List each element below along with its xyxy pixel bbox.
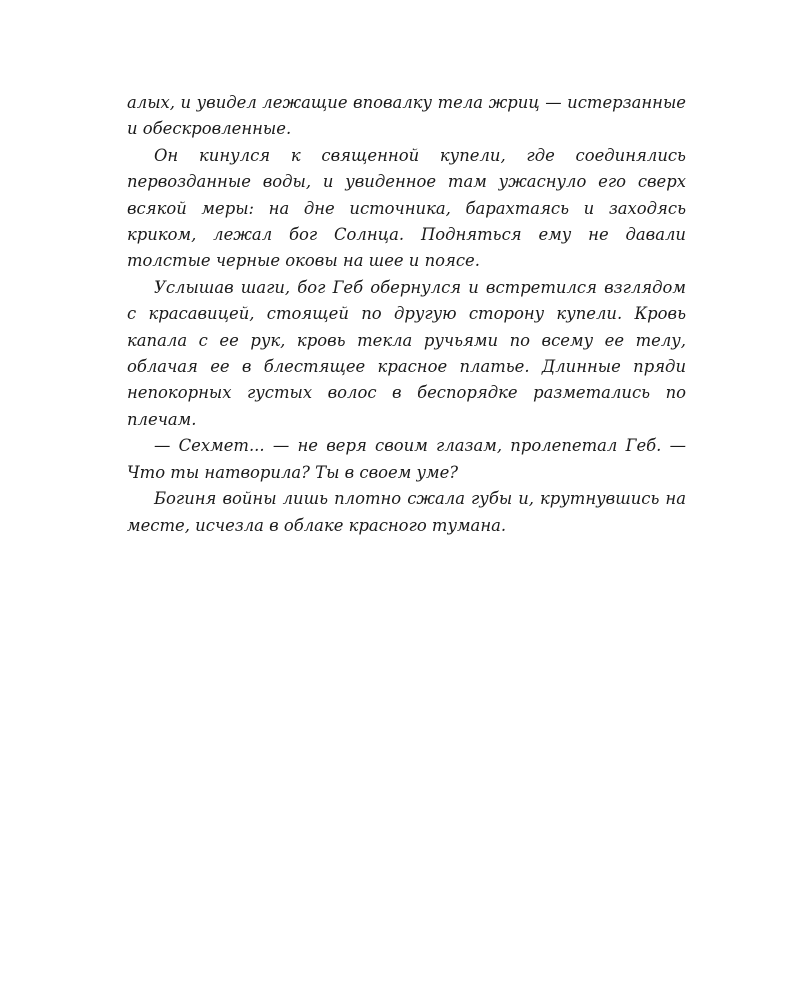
paragraph: — Сехмет... — не веря своим глазам, пролепетал Геб. — Что ты натворила? Ты в своем уме? — [127, 436, 686, 482]
paragraph: Богиня войны лишь плотно сжала губы и, крутнувшись на месте, исчезла в облаке красного тумана. — [127, 489, 686, 535]
body-text — [127, 90, 686, 539]
paragraph: Услышав шаги, бог Геб обернулся и встретился взглядом с красавицей, стоящей по другую сторону купели. Кровь капала с ее рук, кровь текла ручьями по всему ее телу, облачая ее в блестящее красное платье. Длинные пряди непокорных густых волос в беспорядке разметались по плечам. — [127, 277, 686, 429]
paragraph: Он кинулся к священной купели, где соединялись первозданные воды, и увиденное там ужаснуло его сверх всякой меры: на дне источника, барахтаясь и заходясь криком, лежал бог Солнца. Подняться ему не давали толстые черные оковы на шее и поясе. — [127, 145, 686, 271]
paragraph: алых, и увидел лежащие вповалку тела жриц — истерзанные и обескровленные. — [127, 93, 686, 139]
